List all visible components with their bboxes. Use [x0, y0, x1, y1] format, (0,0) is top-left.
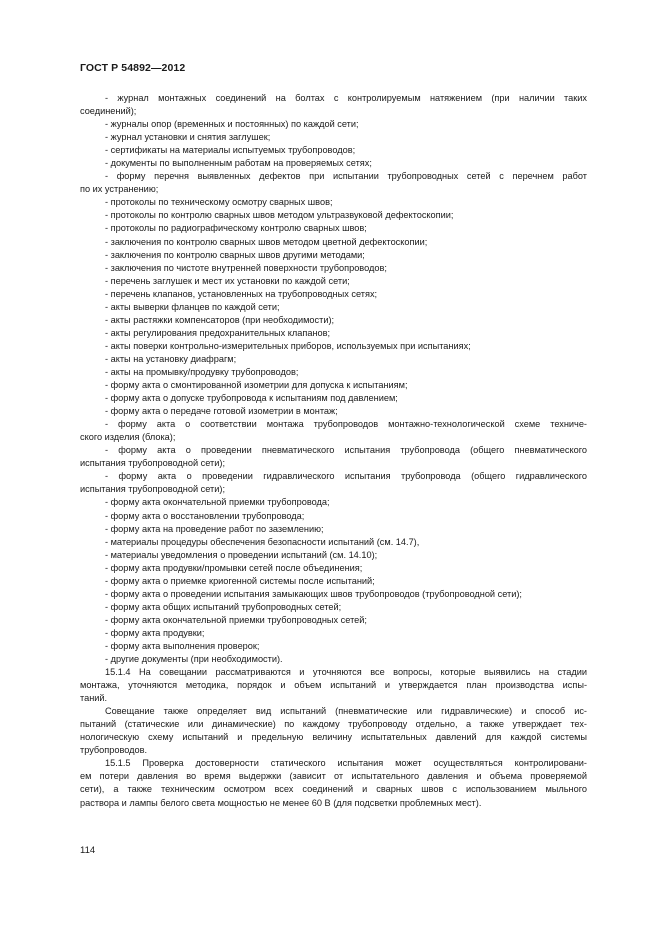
text-line: - форму акта о смонтированной изометрии для допуска к испытаниям;: [105, 380, 408, 391]
text-line: - заключения по чистоте внутренней поверхности трубопроводов;: [105, 262, 387, 273]
document-body: [80, 92, 587, 810]
document-header: ГОСТ Р 54892—2012: [80, 62, 186, 74]
text-line: - заключения по контролю сварных швов другими методами;: [105, 249, 365, 260]
text-line: таний.: [80, 693, 108, 704]
text-line: - сертификаты на материалы испытуемых трубопроводов;: [105, 145, 356, 156]
text-line: - материалы уведомления о проведении испытаний (см. 14.10);: [105, 549, 378, 560]
text-line: - форму акта общих испытаний трубопроводных сетей;: [105, 601, 342, 612]
text-line: - протоколы по радиографическому контролю сварных швов;: [105, 223, 367, 234]
text-line: - форму акта о соответствии монтажа трубопроводов монтажно-технологической схеме техниче-: [105, 419, 587, 430]
text-line: - акты выверки фланцев по каждой сети;: [105, 301, 280, 312]
text-line: - акты растяжки компенсаторов (при необходимости);: [105, 314, 335, 325]
text-line: - журналы опор (временных и постоянных) по каждой сети;: [105, 119, 359, 130]
text-line: нологическую схему испытаний и предельную величину испытательных давлений для каждой системы: [80, 732, 587, 743]
text-line: - форму акта выполнения проверок;: [105, 640, 260, 651]
text-line: - форму акта о передаче готовой изометрии в монтаж;: [105, 406, 338, 417]
text-line: - документы по выполненным работам на проверяемых сетях;: [105, 158, 372, 169]
text-line: - журнал монтажных соединений на болтах с контролируемым натяжением (при наличии таких: [105, 93, 587, 103]
text-line: соединений);: [80, 106, 137, 117]
text-line: трубопроводов.: [80, 745, 148, 756]
text-line: - акты поверки контрольно-измерительных приборов, используемых при испытаниях;: [105, 340, 471, 351]
text-line: 15.1.4 На совещании рассматриваются и уточняются все вопросы, которые выявились на стадии: [105, 667, 587, 678]
text-line: - протоколы по контролю сварных швов методом ультразвуковой дефектоскопии;: [105, 210, 454, 221]
text-line: - журнал установки и снятия заглушек;: [105, 132, 271, 143]
text-line: - форму акта о допуске трубопровода к испытаниям под давлением;: [105, 393, 398, 404]
text-line: - форму акта о восстановлении трубопровода;: [105, 510, 305, 521]
text-line: - акты на установку диафрагм;: [105, 353, 237, 364]
text-line: - форму акта продувки;: [105, 627, 205, 638]
text-line: - форму акта о проведении испытания замыкающих швов трубопроводов (трубопроводной сети);: [105, 588, 522, 599]
text-line: - протоколы по техническому осмотру сварных швов;: [105, 197, 333, 208]
text-line: пытаний (статические или динамические) по каждому трубопроводу отдельно, а также утверждает тех-: [80, 719, 587, 730]
text-line: - форму акта продувки/промывки сетей после объединения;: [105, 562, 363, 573]
text-line: - форму акта окончательной приемки трубопроводных сетей;: [105, 614, 367, 625]
text-line: - заключения по контролю сварных швов методом цветной дефектоскопии;: [105, 236, 428, 247]
text-line: - форму акта о приемке криогенной системы после испытаний;: [105, 575, 375, 586]
text-line: - другие документы (при необходимости).: [105, 654, 283, 665]
text-line: Совещание также определяет вид испытаний (пневматические или гидравлические) и способ ис-: [105, 706, 587, 717]
text-line: - форму акта окончательной приемки трубопровода;: [105, 497, 330, 508]
text-line: - перечень заглушек и мест их установки по каждой сети;: [105, 275, 350, 286]
text-line: - материалы процедуры обеспечения безопасности испытаний (см. 14.7),: [105, 536, 420, 547]
text-line: сети), а также техническим осмотром всех соединений и сварных швов с использованием мыльного: [80, 784, 587, 795]
text-line: - форму акта о проведении гидравлического испытания трубопровода (общего гидравлического: [105, 471, 587, 482]
text-line: испытания трубопроводной сети);: [80, 484, 225, 495]
text-line: - перечень клапанов, установленных на трубопроводных сетях;: [105, 288, 378, 299]
text-line: - форму акта на проведение работ по заземлению;: [105, 523, 324, 534]
text-line: ем потери давления во время выдержки (зависит от испытательного давления и объема проверяемой: [80, 771, 587, 782]
text-line: монтажа, уточняются методика, порядок и объем испытаний и утверждается план производства испы-: [80, 680, 587, 691]
text-line: по их устранению;: [80, 184, 159, 195]
text-line: раствора и лампы белого света мощностью не менее 60 В (для подсветки проблемных мест).: [80, 797, 482, 808]
text-line: 15.1.5 Проверка достоверности статического испытания может осуществляться контролировани-: [105, 758, 587, 769]
text-line: - акты регулирования предохранительных клапанов;: [105, 327, 331, 338]
page-number: 114: [80, 845, 96, 856]
text-line: ского изделия (блока);: [80, 432, 176, 443]
text-line: - форму перечня выявленных дефектов при испытании трубопроводных сетей с перечнем работ: [105, 171, 587, 182]
text-line: испытания трубопроводной сети);: [80, 458, 225, 469]
text-line: - форму акта о проведении пневматического испытания трубопровода (общего пневматического: [105, 445, 587, 456]
text-line: - акты на промывку/продувку трубопроводов;: [105, 366, 299, 377]
